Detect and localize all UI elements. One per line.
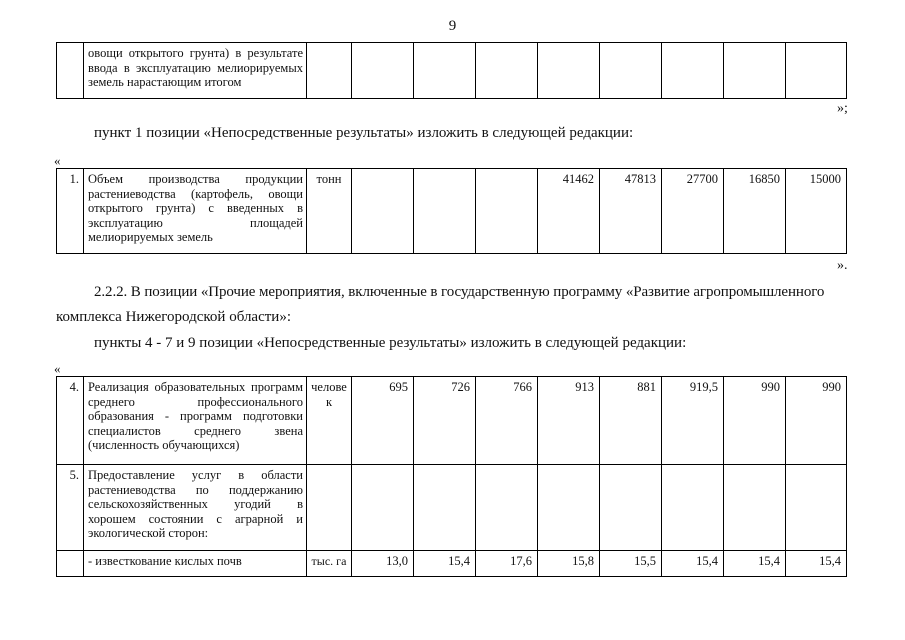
value-cell: 13,0: [352, 551, 414, 577]
table-cell: [600, 43, 662, 99]
opening-quote: «: [54, 153, 61, 168]
value-cell: 919,5: [662, 377, 724, 465]
value-cell: 15,4: [414, 551, 476, 577]
table-cell: [476, 43, 538, 99]
row-unit: человек: [307, 377, 352, 465]
value-cell: 726: [414, 377, 476, 465]
value-cell: 17,6: [476, 551, 538, 577]
value-cell: [662, 465, 724, 551]
row-index: 5.: [57, 465, 84, 551]
table-cell: [724, 43, 786, 99]
value-cell: 47813: [600, 169, 662, 254]
continuation-table: [56, 42, 847, 99]
value-cell: [724, 465, 786, 551]
row-name: Предоставление услуг в области растениеводства по поддержанию сельскохозяйственных угодий в хорошем состоянии с аграрной и экологической сторон:: [84, 465, 307, 551]
row-unit: тонн: [307, 169, 352, 254]
table-cell: [662, 43, 724, 99]
value-cell: 913: [538, 377, 600, 465]
row-name: Реализация образовательных программ среднего профессионального образования - программ подготовки специалистов среднего звена (численность обучающихся): [84, 377, 307, 465]
row-index: 1.: [57, 169, 84, 254]
paragraph: комплекса Нижегородской области»:: [56, 309, 291, 325]
closing-quote: ».: [837, 258, 848, 273]
value-cell: 16850: [724, 169, 786, 254]
value-cell: [600, 465, 662, 551]
row-index: [57, 551, 84, 577]
table-row: [57, 551, 847, 577]
value-cell: [414, 465, 476, 551]
value-cell: 881: [600, 377, 662, 465]
value-cell: [538, 465, 600, 551]
results-table-1: [56, 168, 847, 254]
paragraph: пункты 4 - 7 и 9 позиции «Непосредственные результаты» изложить в следующей редакции:: [94, 335, 687, 351]
results-table-2: [56, 376, 847, 577]
paragraph: пункт 1 позиции «Непосредственные результаты» изложить в следующей редакции:: [94, 125, 634, 141]
value-cell: 15,8: [538, 551, 600, 577]
value-cell: [414, 169, 476, 254]
value-cell: [352, 465, 414, 551]
paragraph: 2.2.2. В позиции «Прочие мероприятия, включенные в государственную программу «Развитие агропромышленного: [94, 284, 825, 300]
table-cell: [414, 43, 476, 99]
row-index: 4.: [57, 377, 84, 465]
value-cell: 41462: [538, 169, 600, 254]
row-unit: тыс. га: [307, 551, 352, 577]
value-cell: 15,4: [724, 551, 786, 577]
row-name: овощи открытого грунта) в результате ввода в эксплуатацию мелиорируемых земель нарастающим итогом: [84, 43, 307, 99]
table-row: [57, 169, 847, 254]
value-cell: 766: [476, 377, 538, 465]
page-number: 9: [448, 18, 457, 34]
table-cell: [57, 43, 84, 99]
table-cell: [352, 43, 414, 99]
closing-quote: »;: [837, 101, 848, 116]
row-unit: [307, 465, 352, 551]
value-cell: 15000: [786, 169, 847, 254]
value-cell: 695: [352, 377, 414, 465]
value-cell: [786, 465, 847, 551]
value-cell: [476, 169, 538, 254]
table-row: [57, 377, 847, 465]
value-cell: 27700: [662, 169, 724, 254]
value-cell: [352, 169, 414, 254]
value-cell: 15,4: [786, 551, 847, 577]
table-cell: [307, 43, 352, 99]
row-name: - известкование кислых почв: [84, 551, 307, 577]
value-cell: 15,5: [600, 551, 662, 577]
table-row: [57, 465, 847, 551]
value-cell: 990: [724, 377, 786, 465]
value-cell: [476, 465, 538, 551]
table-cell: [538, 43, 600, 99]
value-cell: 15,4: [662, 551, 724, 577]
value-cell: 990: [786, 377, 847, 465]
opening-quote: «: [54, 361, 61, 376]
table-cell: [786, 43, 847, 99]
row-name: Объем производства продукции растениеводства (картофель, овощи открытого грунта) с введенных в эксплуатацию площадей мелиорируемых земель: [84, 169, 307, 254]
